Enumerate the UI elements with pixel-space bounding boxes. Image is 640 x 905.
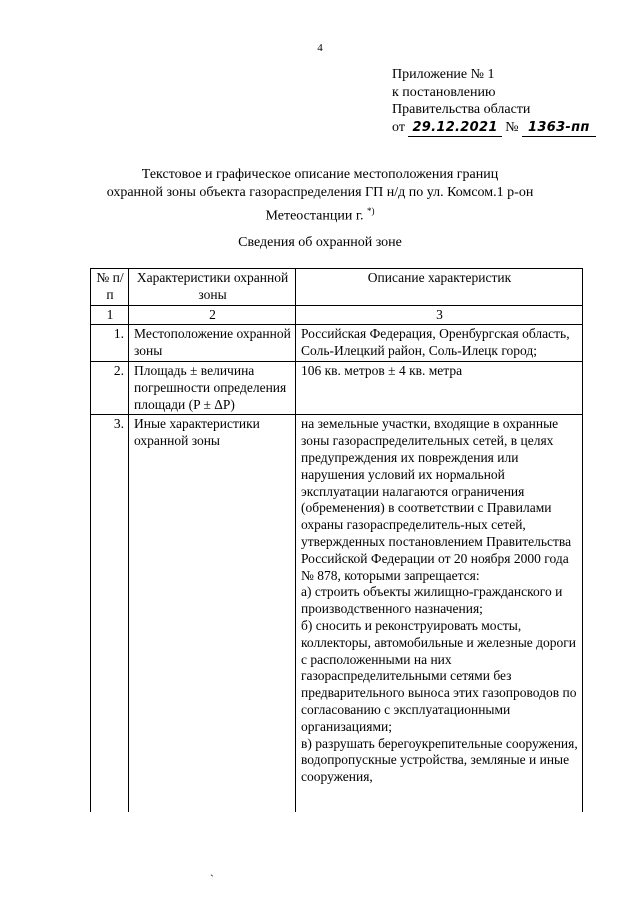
appendix-block	[392, 66, 632, 137]
stray-mark: `	[210, 872, 214, 886]
row-description: Российская Федерация, Оренбургская область, Соль-Илецкий район, Соль-Илецк город;	[296, 325, 583, 362]
title-line-1: Текстовое и графическое описание местоположения границ	[141, 167, 499, 182]
row-num: 2.	[91, 361, 129, 414]
zone-info-table	[90, 268, 583, 812]
colnum-3: 3	[296, 305, 583, 325]
appendix-line-4	[392, 119, 632, 138]
row-description: 106 кв. метров ± 4 кв. метра	[296, 361, 583, 414]
from-label: от	[392, 119, 405, 135]
section-subtitle: Сведения об охранной зоне	[238, 235, 402, 250]
row-characteristic: Местоположение охранной зоны	[129, 325, 296, 362]
appendix-line-1: Приложение № 1	[392, 67, 495, 82]
header-num: № п/п	[91, 269, 129, 306]
table-row	[91, 325, 583, 362]
appendix-line-3: Правительства области	[392, 102, 531, 117]
table-row	[91, 415, 583, 813]
header-description: Описание характеристик	[296, 269, 583, 306]
row-characteristic: Площадь ± величина погрешности определения площади (P ± ΔP)	[129, 361, 296, 414]
table-colnum-row	[91, 305, 583, 325]
document-title	[60, 166, 580, 226]
colnum-1: 1	[91, 305, 129, 325]
row-num: 3.	[91, 415, 129, 813]
handwritten-date: 29.12.2021	[408, 119, 501, 138]
table-header-row	[91, 269, 583, 306]
header-characteristics: Характеристики охранной зоны	[129, 269, 296, 306]
handwritten-number: 1363-пп	[522, 119, 596, 138]
footnote-mark: *)	[367, 206, 375, 216]
row-characteristic: Иные характеристики охранной зоны	[129, 415, 296, 813]
title-line-2: охранной зоны объекта газораспределения ГП н/д по ул. Комсом.1 р-он	[106, 185, 534, 200]
title-line-3-text: Метеостанции г.	[265, 208, 364, 224]
table-row	[91, 361, 583, 414]
page-number: 4	[317, 42, 323, 54]
row-num: 1.	[91, 325, 129, 362]
number-label: №	[505, 119, 519, 135]
row-description: на земельные участки, входящие в охранные зоны газораспределительных сетей, в целях предупреждения их повреждения или нарушения условий их нормальной эксплуатации налагаются ограничения (обременения) в соответствии с Правилами охраны газораспределитель-ных сетей, утвержденных постановлением Правительства Российской Федерации от 20 ноября 2000 года № 878, которыми запрещается: а) строить объекты жилищно-гражданского и производственного назначения; б) сносить и реконструировать мосты, коллекторы, автомобильные и железные дороги с расположенными на них газораспределительными сетями без предварительного выноса этих газопроводов по согласованию с эксплуатационными организациями; в) разрушать берегоукрепительные сооружения, водопропускные устройства, земляные и иные сооружения,	[296, 415, 583, 813]
colnum-2: 2	[129, 305, 296, 325]
appendix-line-2: к постановлению	[392, 84, 496, 100]
title-line-3	[60, 202, 580, 226]
